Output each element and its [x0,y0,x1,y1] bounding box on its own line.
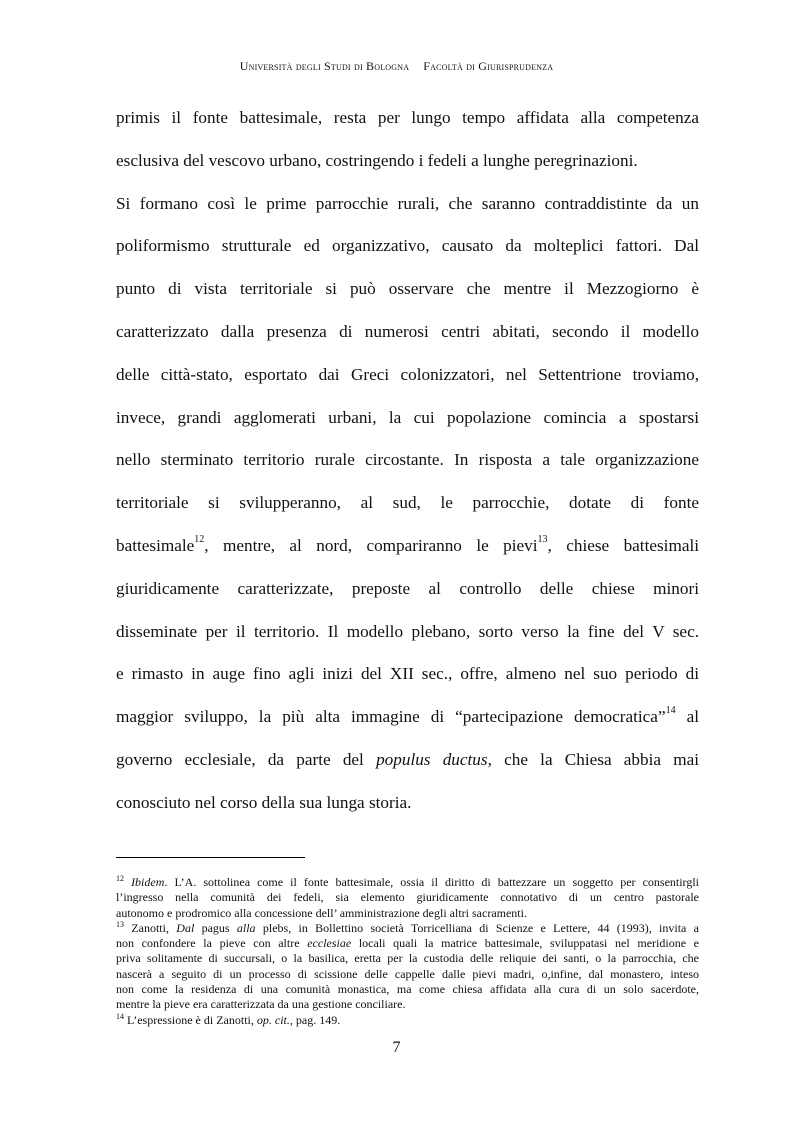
footnote-ref-14[interactable]: 14 [665,705,676,717]
text-line [116,739,699,782]
italic-term: populus ductus [376,749,488,769]
footnote-line: autonomo e prodromico alla concessione dell’ amministrazione degli altri sacramenti. [116,905,527,920]
header-university: Università degli Studi di Bologna [239,59,410,73]
text-line: e rimasto in auge fino agli inizi del XII sec., offre, almeno nel suo periodo di [116,664,699,684]
footnote-line: mentre la pieve era caratterizzata da una gestione conciliare. [116,997,406,1012]
footnote-text: pagus [194,920,237,935]
text-line: punto di vista territoriale si può osservare che mentre il Mezzogiorno è [116,279,699,299]
italic-term: Dal [176,920,195,935]
text-segment: , chiese battesimali [547,535,699,555]
text-line [116,525,699,568]
footnote-number: 13 [116,919,124,929]
footnote-14 [116,1013,699,1028]
footnote-text: locali quali la matrice battesimale, sviluppatasi nel meridione e [351,936,699,951]
text-line: caratterizzato dalla presenza di numerosi centri abitati, secondo il modello [116,321,699,341]
footnote-text: . L’A. sottolinea come il fonte battesimale, ossia il diritto di battezzare un soggetto per consentirgli [164,875,700,889]
italic-term: alla [236,920,256,935]
text-segment: maggior sviluppo, la più alta immagine di “partecipazione democratica” [116,707,666,727]
footnote-line: priva solitamente di succursali, o la basilica, eretta per la custodia delle reliquie dei santi, o la parrocchia, che [116,951,699,966]
text-segment: , mentre, al nord, compariranno le pievi [204,535,538,555]
text-line: giuridicamente caratterizzate, preposte al controllo delle chiese minori [116,578,699,598]
page-number: 7 [392,1039,401,1056]
text-segment: governo ecclesiale, da parte del [116,749,377,769]
main-text [116,97,699,825]
header-faculty: Facoltà di Giurisprudenza [423,59,554,73]
footnote-line: l’ingresso nella comunità dei fedeli, sia elemento giuridicamente connotativo di un centro pastorale [116,890,699,905]
footnote-line: non come la residenza di una comunità monastica, ma come chiesa affidata alla cura di un solo sacerdote, [116,982,699,997]
footnotes [116,875,699,1028]
text-line: territoriale si svilupperanno, al sud, le parrocchie, dotate di fonte [116,493,699,513]
text-line: Si formano così le prime parrocchie rurali, che saranno contraddistinte da un [116,193,699,213]
text-line: conosciuto nel corso della sua lunga storia. [116,792,412,812]
footnote-text: non confondere la pieve con altre [116,936,308,951]
page-header [0,59,793,74]
footnote-number: 12 [116,874,124,883]
footnote-text: plebs, in Bollettino società Torricelliana di Scienze e Lettere, 44 (1993), invita a [255,920,699,935]
italic-term: ecclesiae [307,936,352,951]
footnote-separator [116,857,305,858]
text-line [116,696,699,739]
footnote-text: L’espressione è di Zanotti, [124,1012,257,1027]
footnote-13 [116,921,699,936]
text-line: esclusiva del vescovo urbano, costringendo i fedeli a lunghe peregrinazioni. [116,150,638,170]
text-segment: battesimale [116,535,195,555]
text-line: poliformismo strutturale ed organizzativo, causato da molteplici fattori. Dal [116,236,699,256]
footnote-12 [116,875,699,890]
text-line: primis il fonte battesimale, resta per lungo tempo affidata alla competenza [116,108,699,127]
text-segment: , che la Chiesa abbia mai [487,749,699,769]
text-line: disseminate per il territorio. Il modello plebano, sorto verso la fine del V sec. [116,621,699,641]
footnote-number: 14 [116,1011,124,1021]
footnote-line: nascerà a seguito di un processo di scissione delle cappelle dalle pievi madri, o,infine, dal monastero, inteso [116,966,699,981]
footnote-ref-12[interactable]: 12 [194,534,205,546]
footnote-line [116,936,699,951]
text-line: nello sterminato territorio rurale circostante. In risposta a tale organizzazione [116,450,699,470]
footnote-text: Zanotti, [124,920,177,935]
footnote-text: , pag. 149. [289,1012,341,1027]
text-line: invece, grandi agglomerati urbani, la cui popolazione comincia a spostarsi [116,407,699,427]
text-segment: al [675,707,699,727]
italic-term: Ibidem [131,875,165,889]
footnote-ref-13[interactable]: 13 [537,534,548,546]
italic-term: op. cit. [256,1012,290,1027]
text-line: delle città-stato, esportato dai Greci colonizzatori, nel Settentrione troviamo, [116,364,699,384]
